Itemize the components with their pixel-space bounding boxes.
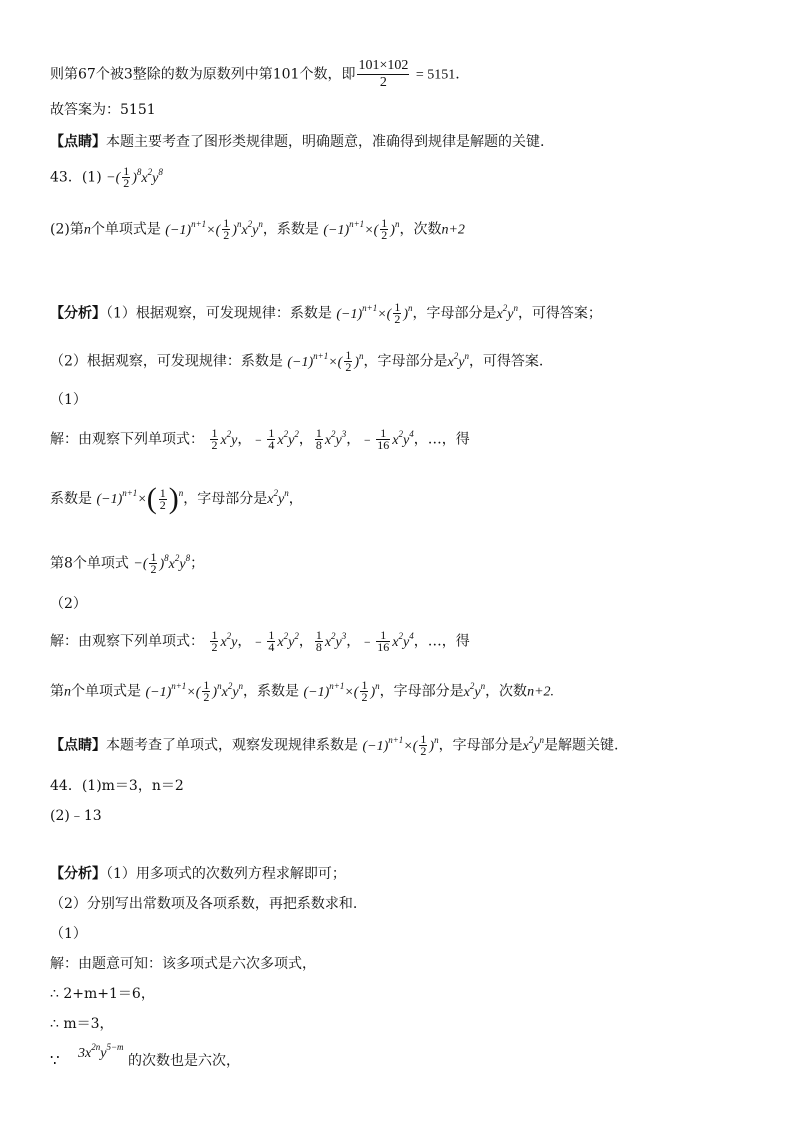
q44-step3: ∵ $3x^{2n}y^{5-m}$ 的次数也是六次， xyxy=(50,1042,240,1069)
q44-step2: ∴ m＝3， xyxy=(50,1016,114,1032)
dianjing-1: 【点睛】本题主要考查了图形类规律题，明确题意，准确得到规律是解题的关键. xyxy=(50,134,545,150)
q44-solution: 解：由题意可知：该多项式是六次多项式， xyxy=(50,956,316,972)
q43-sub1: （1） xyxy=(50,392,87,408)
answer-line: 故答案为：5151 xyxy=(50,102,156,118)
q44-sub1: （1） xyxy=(50,926,87,942)
q43-solution-1: 解：由观察下列单项式： $\frac{1}{2}$ $x^2y$，﹣ $\frac{1}{4}$ $x^2y^2$， $\frac{1}{8}$ $x^2y^3$，﹣ $\frac{1}{16}$ $x^2y^4$，…，得 xyxy=(50,426,470,452)
q43-part1: 43．(1) −( $\frac{1}{2}$ )$^8x^2y^8$ xyxy=(50,164,163,190)
line1-text: 则第67个被3整除的数为原数列中第101个数，即 xyxy=(50,66,356,83)
q43-coefficient: 系数是 $(-1)^{n+1}\times$( $\frac{1}{2}$ )$^n$，字母部分是$x^2y^n$， xyxy=(50,482,303,515)
q44-part2: (2)﹣13 xyxy=(50,808,102,824)
fraction-101x102-over-2: $\frac{101\times 102}{2}$ xyxy=(358,58,409,90)
q43-analysis-1: 【分析】（1）根据观察，可发现规律：系数是 $(-1)^{n+1}\times$( $\frac{1}{2}$ )$^n$，字母部分是$x^2y^n$，可得答案； xyxy=(50,300,602,326)
line-ratio: 则第67个被3整除的数为原数列中第101个数，即 $\frac{101\times 102}{2}$ = 5151. xyxy=(50,58,460,90)
q43-solution-2: 解：由观察下列单项式： $\frac{1}{2}$ $x^2y$，﹣ $\frac{1}{4}$ $x^2y^2$， $\frac{1}{8}$ $x^2y^3$，﹣ $\frac{1}{16}$ $x^2y^4$，…，得 xyxy=(50,628,470,654)
q44-step1: ∴ 2+m+1＝6， xyxy=(50,986,155,1002)
q43-nth-term: 第n个单项式是 $(-1)^{n+1}\times$( $\frac{1}{2}$ )$^nx^2y^n$，系数是 $(-1)^{n+1}\times$( $\frac{1}{2}$ )$^n$，字母部分是$x^2y^n$，次数n+2. xyxy=(50,678,555,704)
q43-dianjing: 【点睛】本题考查了单项式，观察发现规律系数是 $(-1)^{n+1}\times$( $\frac{1}{2}$ )$^n$，字母部分是$x^2y^n$是解题关键. xyxy=(50,732,619,758)
q43-sub2: （2） xyxy=(50,596,87,612)
q44-analysis-1: 【分析】（1）用多项式的次数列方程求解即可； xyxy=(50,866,346,882)
q43-eighth-term: 第8个单项式 −( $\frac{1}{2}$ )$^8x^2y^8$； xyxy=(50,550,205,576)
q44-part1: 44．(1)m＝3，n＝2 xyxy=(50,778,184,794)
q44-analysis-2: （2）分别写出常数项及各项系数，再把系数求和. xyxy=(50,896,358,912)
q43-part2: (2)第n个单项式是 $(-1)^{n+1}\times$( $\frac{1}{2}$ )$^nx^2y^n$，系数是 $(-1)^{n+1}\times$( $\frac{1}{2}$ )$^n$，次数n+2 xyxy=(50,216,465,242)
q43-analysis-2: （2）根据观察，可发现规律：系数是 $(-1)^{n+1}\times$( $\frac{1}{2}$ )$^n$，字母部分是$x^2y^n$，可得答案. xyxy=(50,348,544,374)
